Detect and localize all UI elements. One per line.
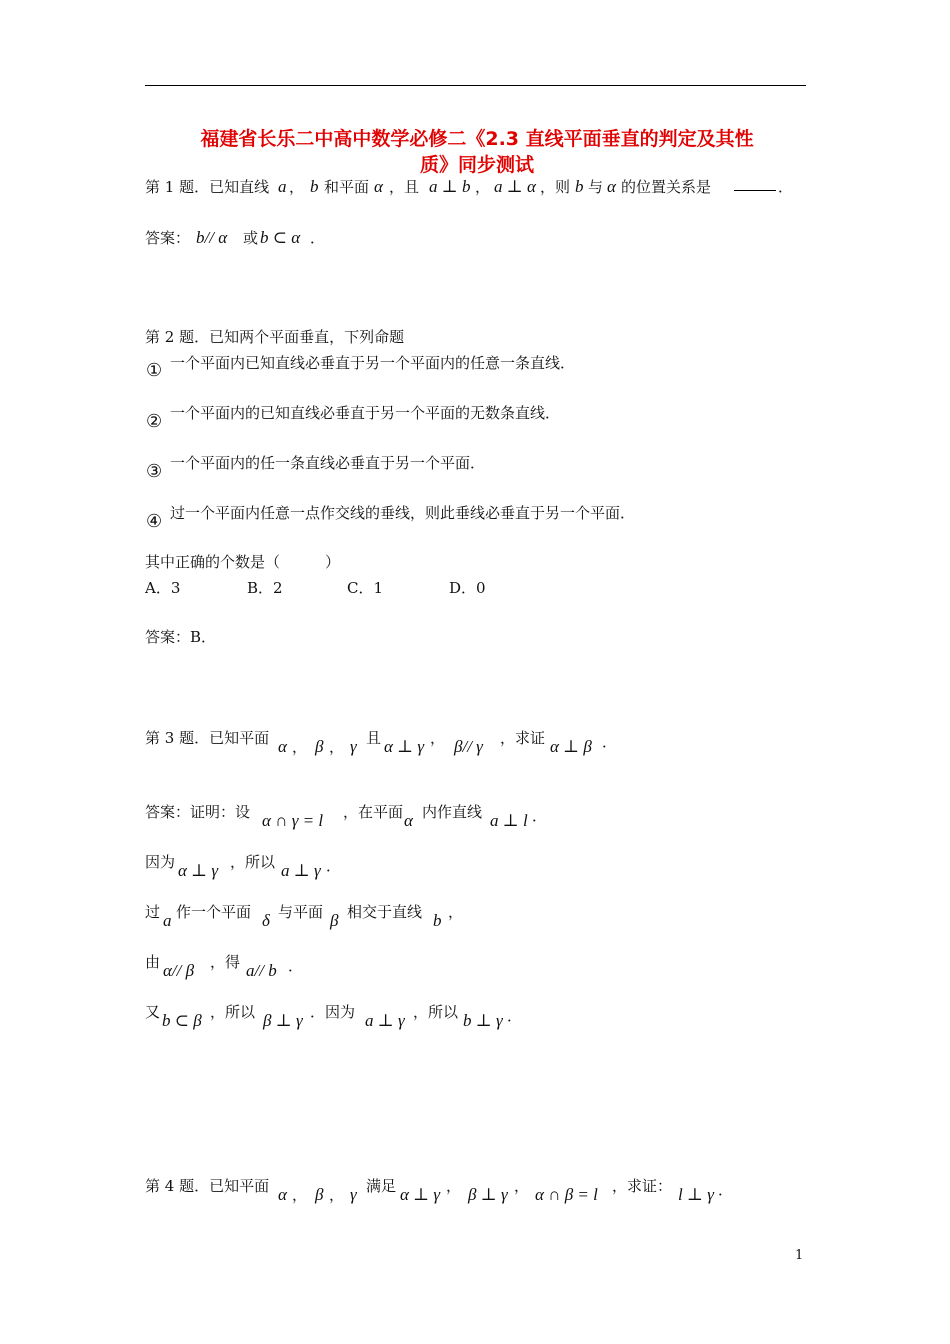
q2-item-text: 一个平面内的已知直线必垂直于另一个平面的无数条直线．	[170, 404, 561, 422]
q3-answer-math: δ	[262, 911, 270, 930]
q4-comma: ，	[446, 1177, 462, 1195]
q3-math-gamma: γ	[350, 737, 357, 756]
q4-math-beta-perp-gamma: β ⊥ γ	[468, 1185, 508, 1204]
q3-answer-math: α ⊥ γ	[178, 861, 219, 880]
q3-answer-text: ，在平面	[343, 803, 404, 821]
q3-answer-text: 由	[145, 953, 161, 971]
q3-answer-math: β ⊥ γ	[263, 1011, 303, 1030]
q4-math-l-perp-gamma: l ⊥ γ	[678, 1185, 714, 1204]
q1-text: 的位置关系是	[621, 178, 712, 196]
q3-answer-math: α// β	[163, 961, 195, 980]
q2-option-d: D．0	[449, 579, 486, 597]
q3-math-alpha-perp-gamma: α ⊥ γ	[384, 737, 425, 756]
q3-answer-math: a ⊥ γ	[281, 861, 321, 880]
q3-math-alpha-perp-beta: α ⊥ β	[550, 737, 592, 756]
q1-answer-math: b ⊂ α	[260, 228, 301, 247]
q3-answer-text: 与平面	[278, 903, 324, 921]
q1-math-b: b	[310, 177, 319, 196]
q4-comma: ，	[329, 1186, 345, 1204]
q4-comma: ，	[514, 1177, 530, 1195]
q3-answer-text: 因为	[145, 853, 176, 871]
q1-comma: ，	[289, 178, 305, 196]
q3-answer-text: ，所以	[413, 1003, 459, 1021]
q4-math-alpha: α	[278, 1185, 287, 1204]
q1-math-alpha: α	[607, 177, 616, 196]
q1-answer-text: 或	[243, 229, 259, 247]
q3-answer-text: 又	[145, 1003, 161, 1021]
q4-text: 第 4 题．已知平面	[145, 1177, 270, 1195]
q3-text: ，求证	[500, 729, 546, 747]
q4-text: 满足	[366, 1177, 397, 1195]
q1-math-alpha: α	[374, 177, 383, 196]
q4-text: ，求证：	[612, 1177, 673, 1195]
q3-answer-text: 答案：证明：设	[145, 803, 251, 821]
q1-answer-text: ．	[310, 229, 326, 247]
q3-answer-text: ，	[448, 903, 464, 921]
q3-answer-text: ．	[326, 857, 342, 875]
q3-answer-math: b	[433, 911, 442, 930]
q2-question: 其中正确的个数是（ ）	[145, 553, 341, 571]
q1-period: ．	[778, 178, 794, 196]
q2-item-mark: ③	[146, 461, 163, 482]
q3-answer-text: ．因为	[310, 1003, 356, 1021]
q3-answer-text: ，得	[210, 953, 241, 971]
q2-option-a: A．3	[145, 579, 181, 597]
q3-answer-text: 作一个平面	[176, 903, 252, 921]
q1-math-a-perp-alpha: a ⊥ α	[494, 177, 536, 196]
q1-text: 第 1 题．已知直线	[145, 178, 270, 196]
q1-text: ，且	[389, 178, 420, 196]
q2-item-text: 过一个平面内任意一点作交线的垂线，则此垂线必垂直于另一个平面．	[170, 504, 636, 522]
q3-answer-text: ，所以	[230, 853, 276, 871]
q3-answer-math: b ⊥ γ	[463, 1011, 503, 1030]
q3-period: ．	[602, 733, 618, 751]
q4-comma: ，	[292, 1186, 308, 1204]
q4-period: ．	[718, 1181, 734, 1199]
q3-text: 且	[366, 729, 382, 747]
q4-math-alpha-perp-gamma: α ⊥ γ	[400, 1185, 441, 1204]
q3-comma: ，	[292, 738, 308, 756]
q3-answer-math: a	[163, 911, 172, 930]
q1-text: 与	[588, 178, 604, 196]
q3-comma: ，	[430, 729, 446, 747]
q2-item-text: 一个平面内的任一条直线必垂直于另一个平面．	[170, 454, 486, 472]
q1-answer-blank	[734, 176, 776, 195]
q1-text: ，则	[540, 178, 571, 196]
q1-math-a-perp-b: a ⊥ b	[429, 177, 471, 196]
q1-math-b: b	[575, 177, 584, 196]
q2-item-mark: ①	[146, 360, 163, 381]
header-rule	[145, 85, 806, 86]
q3-math-beta-parallel-gamma: β// γ	[454, 737, 483, 756]
q2-option-b: B．2	[247, 579, 283, 597]
q2-item-mark: ④	[146, 511, 163, 532]
q3-answer-math: a ⊥ l	[490, 811, 528, 830]
q3-text: 第 3 题．已知平面	[145, 729, 270, 747]
q1-comma: ，	[475, 178, 491, 196]
q2-item-mark: ②	[146, 411, 163, 432]
q3-answer-math: β	[330, 911, 339, 930]
q3-answer-math: a// b	[246, 961, 277, 980]
q4-math-intersection: α ∩ β = l	[535, 1185, 598, 1204]
doc-title-line1: 福建省长乐二中高中数学必修二《2.3 直线平面垂直的判定及其性	[200, 128, 754, 150]
doc-title-line2: 质》同步测试	[419, 154, 534, 176]
q3-math-alpha: α	[278, 737, 287, 756]
q3-answer-math: a ⊥ γ	[365, 1011, 405, 1030]
q3-answer-text: ．	[288, 957, 304, 975]
q2-answer: 答案：B．	[145, 628, 217, 646]
q1-math-a: a	[278, 177, 287, 196]
q4-math-beta: β	[315, 1185, 324, 1204]
q2-item-text: 一个平面内已知直线必垂直于另一个平面内的任意一条直线．	[170, 354, 576, 372]
q1-answer-math: b// α	[196, 228, 228, 247]
q3-answer-text: ．	[507, 1007, 523, 1025]
q3-answer-text: 过	[145, 903, 161, 921]
q3-answer-text: 相交于直线	[347, 903, 423, 921]
page-number: 1	[795, 1248, 804, 1263]
q3-answer-text: ，所以	[210, 1003, 256, 1021]
q3-comma: ，	[329, 738, 345, 756]
q3-answer-math: b ⊂ β	[162, 1011, 202, 1030]
q3-answer-math: α ∩ γ = l	[262, 811, 324, 830]
q3-answer-text: 内作直线	[422, 803, 483, 821]
q4-math-gamma: γ	[350, 1185, 357, 1204]
q1-text: 和平面	[324, 178, 370, 196]
q3-math-beta: β	[315, 737, 324, 756]
q2-option-c: C．1	[347, 579, 384, 597]
q3-answer-text: ．	[532, 807, 548, 825]
q3-answer-math: α	[404, 811, 413, 830]
q1-answer-label: 答案：	[145, 229, 191, 247]
q2-intro: 第 2 题．已知两个平面垂直，下列命题	[145, 328, 405, 346]
